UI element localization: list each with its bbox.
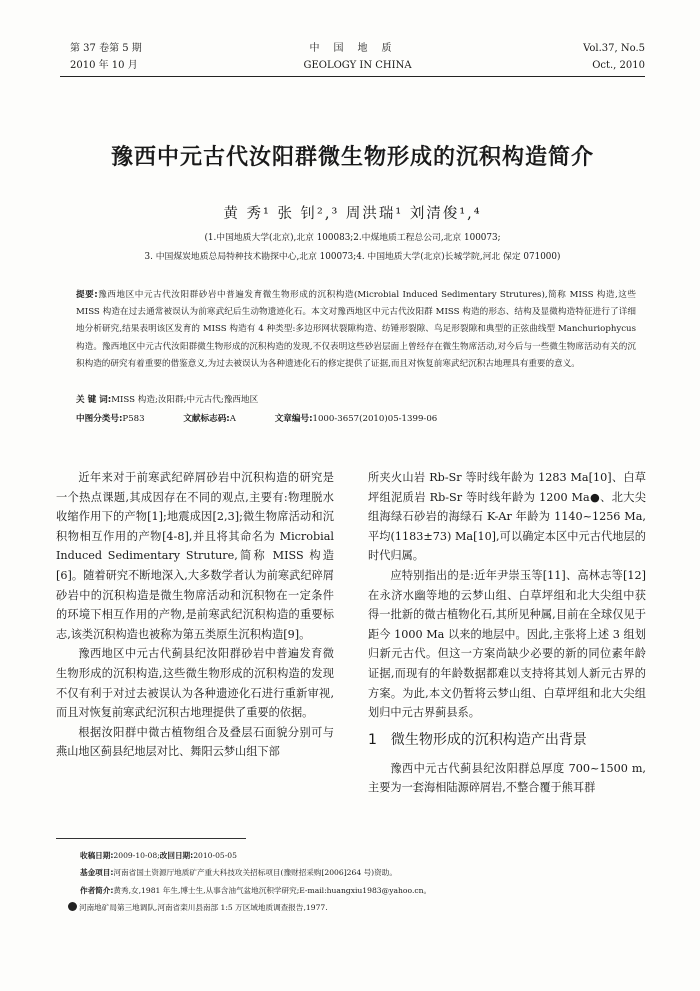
bullet-dot-icon	[68, 902, 77, 911]
abstract-label: 提要:	[76, 290, 98, 300]
note-text: 河南地矿局第三地调队,河南省栾川县南部 1:5 万区域地质调查报告,1977.	[79, 903, 328, 912]
article-value: 1000-3657(2010)05-1399-06	[312, 414, 438, 424]
paragraph: 近年来对于前寒武纪碎屑砂岩中沉积构造的研究是一个热点课题,其成因存在不同的观点,主要有:物理脱水收缩作用下的产物[1];地震成因[2,3];微生物席活动和沉积物相互作用的产物[4-8],并且将其命名为 Microbial Induced Sedimentary Struture,简称 MISS 构造[6]。随着研究不断地深入,大多数学者认为前寒武纪碎屑砂岩中的沉积构造是微生物席活动和沉积物在一定条件的环境下相互作用的产物,是前寒武纪沉积构造的重要标志,该类沉积构造也被称为第五类原生沉积构造[9]。	[56, 471, 334, 641]
header-right	[583, 40, 645, 74]
volume-issue: 第 37 卷第 5 期	[70, 43, 142, 54]
journal-name-en: GEOLOGY IN CHINA	[303, 60, 412, 71]
body-column-left	[56, 468, 334, 762]
header-divider	[60, 76, 645, 77]
footnote-note	[68, 901, 638, 914]
section-title: 微生物形成的沉积构造产出背景	[390, 731, 587, 748]
footnote-funding	[80, 866, 650, 879]
paragraph: 所夹火山岩 Rb-Sr 等时线年龄为 1283 Ma[10]、白草坪组泥质岩 Rb-Sr 等时线年龄为 1200 Ma●、北大尖组海绿石砂岩的海绿石 K-Ar 年龄为 1140~1256 Ma,平均(1183±73) Ma[10],可以确定本区中元古代地层的时代归属。	[368, 471, 646, 563]
paragraph: 豫西地区中元古代蓟县纪汝阳群砂岩中普遍发育微生物形成的沉积构造,这些微生物形成的沉积构造的发现不仅有利于对过去被误认为各种遗迹化石进行重新审视,而且对恢复前寒武纪沉积古地理提供了重要的依据。	[56, 647, 334, 720]
author-list: 黄 秀¹ 张 钊²,³ 周洪瑞¹ 刘清俊¹,⁴	[223, 206, 482, 222]
volume-issue-en: Vol.37, No.5	[583, 43, 645, 54]
paragraph: 根据汝阳群中微古植物组合及叠层石面貌分别可与燕山地区蓟县纪地层对比、舞阳云梦山组下部	[56, 725, 334, 759]
fund-text: 河南省国土资源厅地质矿产重大科技攻关招标项目(豫财招采购[2006]264 号)资助。	[113, 868, 397, 877]
classification-line	[76, 412, 636, 424]
received-label: 收稿日期:	[80, 851, 114, 860]
doc-value: A	[229, 414, 236, 424]
doc-label: 文献标志码:	[183, 414, 230, 424]
article-title: 豫西中元古代汝阳群微生物形成的沉积构造简介	[110, 145, 594, 170]
abstract	[76, 287, 636, 373]
affiliation-line-2: 3. 中国煤炭地质总局特种技术勘探中心,北京 100073;4. 中国地质大学(北京)长城学院,河北 保定 071000)	[144, 252, 561, 262]
journal-name-cn: 中国地质	[309, 43, 406, 54]
article-label: 文章编号:	[274, 414, 313, 424]
abstract-text: 豫西地区中元古代汝阳群砂岩中普遍发育微生物形成的沉积构造(Microbial Induced Sedimentary Strutures),简称 MISS 构造,这些 MISS 构造在过去通常被误认为前寒武纪后生动物遗迹化石。本文对豫西地区中元古代汝阳群 MISS 构造的形态、结构及显微构造特征进行了详细地分析研究,结果表明该区发育的 MISS 构造有 4 种类型:多边形网状裂隙构造、纺锤形裂隙、鸟足形裂隙和典型的正弦曲线型 Manchuriophycus 构造。豫西地区中元古代汝阳群微生物形成的沉积构造的发现,不仅表明这些砂岩层面上曾经存在微生物席活动,对今后与一些微生物席活动有关的沉积构造的研究有着重要的借鉴意义,为过去被误认为各种遗迹化石的修定提供了证据,而且对恢复前寒武纪沉积古地理具有重要的意义。	[76, 290, 637, 369]
publication-date-cn: 2010 年 10 月	[70, 60, 138, 71]
header-center	[70, 40, 645, 74]
fund-label: 基金项目:	[80, 868, 114, 877]
clc-code	[76, 414, 145, 424]
section-number: 1	[368, 731, 377, 748]
received-date: 2009-10-08;	[113, 851, 160, 860]
running-header	[70, 40, 645, 80]
keywords	[76, 393, 636, 405]
footnote-divider	[56, 838, 246, 839]
clc-value: P583	[122, 414, 145, 424]
publication-date-en: Oct., 2010	[592, 60, 645, 71]
keywords-label: 关 键 词:	[76, 395, 112, 405]
article-id	[275, 414, 438, 424]
body-column-right	[368, 468, 646, 798]
affiliation-line-1: (1.中国地质大学(北京),北京 100083;2.中煤地质工程总公司,北京 100073;	[204, 233, 501, 243]
paragraph: 豫西中元古代蓟县纪汝阳群总厚度 700~1500 m,主要为一套海相陆源碎屑岩,不整合覆于熊耳群	[368, 761, 646, 795]
paragraph: 应特别指出的是:近年尹崇玉等[11]、高林志等[12]在永济水幽等地的云梦山组、白草坪组和北大尖组中获得一批新的微古植物化石,其所见种属,目前在全球仅见于距今 1000 Ma 以来的地层中。因此,主张将上述 3 组划归新元古代。但这一方案尚缺少必要的新的同位素年龄证据,而现有的年龄数据都难以支持将其划人新元古界的方案。为此,本文仍暂将云梦山组、白草坪组和北大尖组划归中元古界蓟县系。	[368, 568, 646, 720]
footnote-dates	[80, 849, 650, 862]
clc-label: 中图分类号:	[76, 414, 123, 424]
author-label: 作者简介:	[80, 886, 114, 895]
footnote-author	[80, 884, 650, 897]
doc-code	[183, 414, 236, 424]
author-text: 黄秀,女,1981 年生,博士生,从事含油气盆地沉积学研究;E-mail:huangxiu1983@yahoo.cn。	[113, 886, 432, 895]
revised-label: 改回日期:	[159, 851, 194, 860]
keywords-text: MISS 构造;汝阳群;中元古代;豫西地区	[111, 395, 259, 405]
revised-date: 2010-05-05	[193, 851, 237, 860]
section-heading	[368, 729, 646, 751]
